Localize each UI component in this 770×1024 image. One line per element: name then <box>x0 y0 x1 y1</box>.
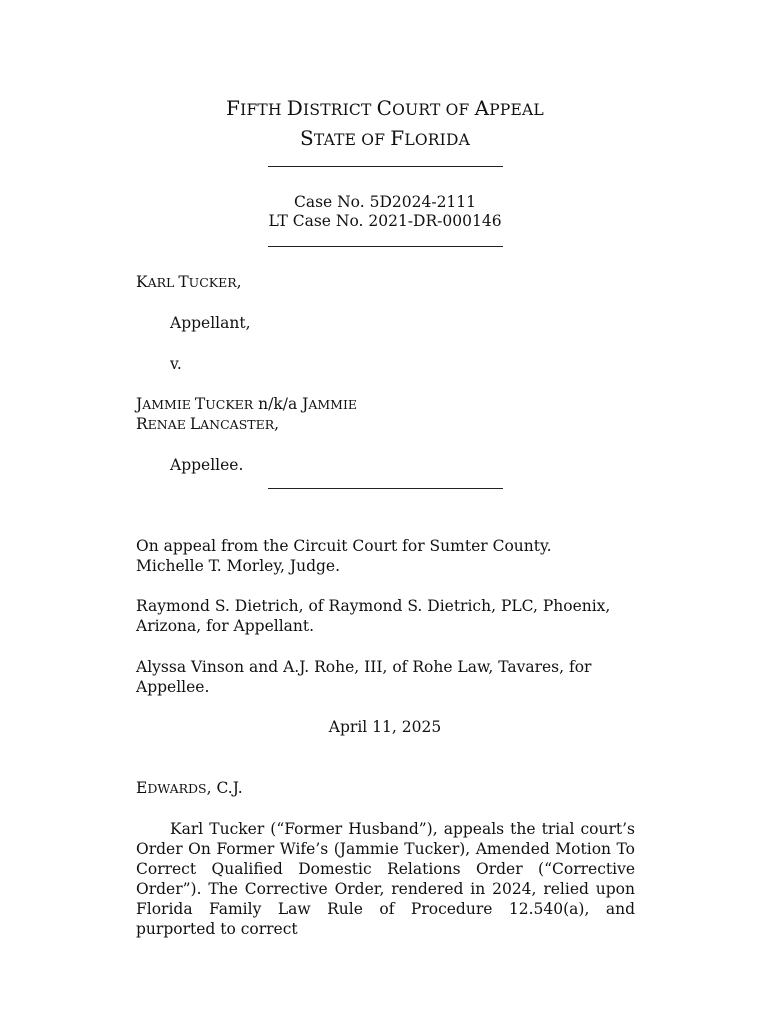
appellee-name-line2: RENAE LANCASTER, <box>136 415 280 433</box>
appellant-name: KARL TUCKER, <box>136 273 242 291</box>
counsel-appellee-line2: Appellee. <box>136 678 210 696</box>
opinion-paragraph: Karl Tucker (“Former Husband”), appeals the trial court’s Order On Former Wife’s (Jammie Tucker), Amended Motion To Correct Qualified Domestic Relations Order (“Corrective Order”). The Corrective Order, rendered in 2024, relied upon Florida Family Law Rule of Procedure 12.540(a), and purported to correct <box>136 820 635 938</box>
case-number: Case No. 5D2024-2111 <box>293 193 477 211</box>
counsel-appellant-line2: Arizona, for Appellant. <box>136 617 315 635</box>
opinion-author: EDWARDS, C.J. <box>136 779 243 797</box>
appeal-from-line1: On appeal from the Circuit Court for Sumter County. <box>136 537 552 555</box>
lower-tribunal-case-number: LT Case No. 2021-DR-000146 <box>268 212 502 230</box>
appeal-from-line2: Michelle T. Morley, Judge. <box>136 557 341 575</box>
court-name: FIFTH DISTRICT COURT OF APPEAL <box>226 96 544 120</box>
versus: v. <box>170 355 182 373</box>
appellant-role: Appellant, <box>170 314 251 332</box>
divider-rule <box>268 488 503 489</box>
appellee-role: Appellee. <box>170 456 244 474</box>
opinion-date: April 11, 2025 <box>328 718 442 736</box>
divider-rule <box>268 246 503 247</box>
appellee-name-line1: JAMMIE TUCKER n/k/a JAMMIE <box>136 395 358 413</box>
counsel-appellant-line1: Raymond S. Dietrich, of Raymond S. Dietrich, PLC, Phoenix, <box>136 597 611 615</box>
court-state: STATE OF FLORIDA <box>299 126 470 150</box>
counsel-appellee-line1: Alyssa Vinson and A.J. Rohe, III, of Rohe Law, Tavares, for <box>136 658 592 676</box>
divider-rule <box>268 166 503 167</box>
